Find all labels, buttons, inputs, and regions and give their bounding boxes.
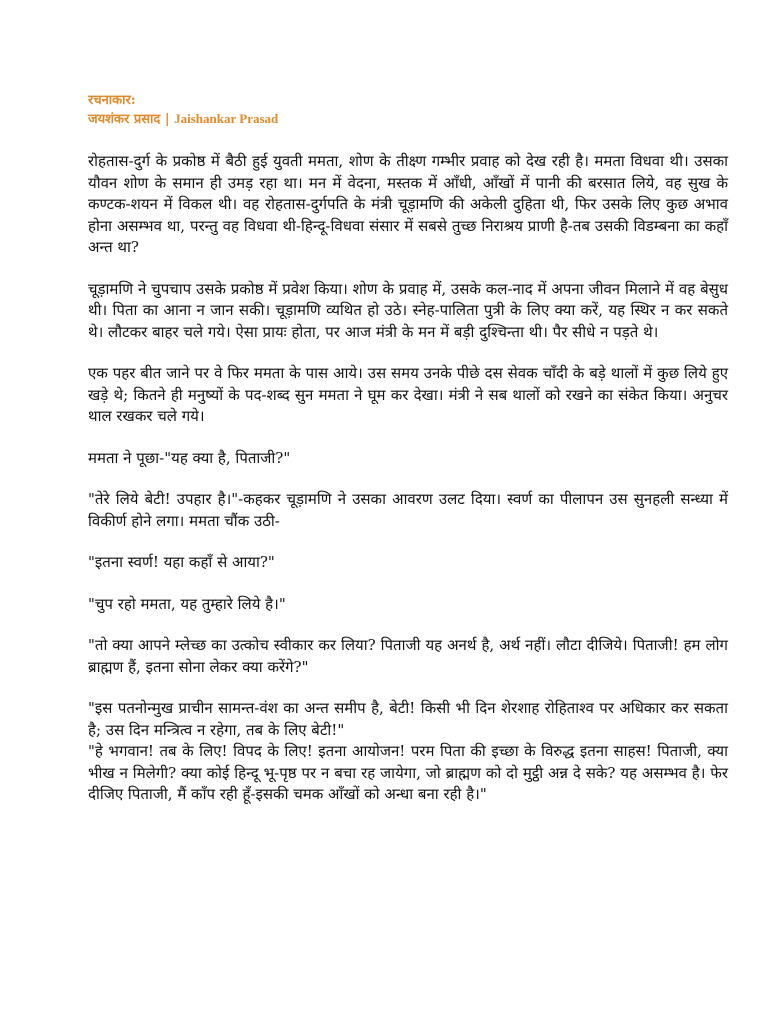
paragraph-7: "चुप रहो ममता, यह तुम्हारे लिये है।" — [88, 594, 286, 613]
paragraph-6: "इतना स्वर्ण! यहा कहाँ से आया?" — [88, 553, 275, 571]
paragraph-8: "तो क्या आपने म्लेच्छ का उत्कोच स्वीकार कर लिया? पिताजी यह अनर्थ है, अर्थ नहीं। लौटा दीजिये। पिताजी! हम लोग ब्राह्मण हैं, इतना सोना लेकर क्या करेंगे?" — [88, 636, 728, 676]
paragraph-1: रोहतास-दुर्ग के प्रकोष्ठ में बैठी हुई युवती ममता, शोण के तीक्ष्ण गम्भीर प्रवाह को देख रही है। ममता विधवा थी। उसका यौवन शोण के समान ही उमड़ रहा था। मन में वेदना, मस्तक में आँधी, आँखों में पानी की बरसात लिये, वह सुख के कण्टक-शयन में विकल थी। वह रोहतास-दुर्गपति के मंत्री चूड़ामणि की अकेली दुहिता थी, फिर उसके लिए कुछ अभाव होना असम्भव था, परन्तु वह विधवा थी-हिन्दू-विधवा संसार में सबसे तुच्छ निराश्रय प्राणी है-तब उसकी विडम्बना का कहाँ अन्त था? — [88, 152, 728, 256]
paragraph-10: "हे भगवान! तब के लिए! विपद के लिए! इतना आयोजन! परम पिता की इच्छा के विरुद्ध इतना साहस! पिताजी, क्या भीख न मिलेगी? क्या कोई हिन्दू भू-पृष्ठ पर न बचा रह जायेगा, जो ब्राह्मण को दो मुट्ठी अन्न दे सके? यह असम्भव है। फेर दीजिए पिताजी, मैं काँप रही हूँ-इसकी चमक आँखों को अन्धा बना रही है।" — [88, 742, 728, 803]
paragraph-4: ममता ने पूछा-"यह क्या है, पिताजी?" — [88, 448, 291, 467]
author-name-hindi[interactable]: जयशंकर प्रसाद — [88, 112, 161, 127]
author-line — [88, 110, 728, 129]
author-label: रचनाकार: — [88, 93, 136, 108]
author-header — [88, 92, 728, 129]
paragraph-3: एक पहर बीत जाने पर वे फिर ममता के पास आये। उस समय उनके पीछे दस सेवक चाँदी के बड़े थालों में कुछ लिये हुए खड़े थे; कितने ही मनुष्यों के पद-शब्द सुन ममता ने घूम कर देखा। मंत्री ने सब थालों को रखने का संकेत किया। अनुचर थाल रखकर चले गये। — [88, 364, 728, 425]
story-text — [88, 151, 728, 806]
author-name-english[interactable]: Jaishankar Prasad — [174, 111, 279, 126]
author-separator: | — [164, 112, 170, 127]
paragraph-5: "तेरे लिये बेटी! उपहार है।"-कहकर चूड़ामणि ने उसका आवरण उलट दिया। स्वर्ण का पीलापन उस सुनहली सन्ध्या में विकीर्ण होने लगा। ममता चौंक उठी- — [88, 490, 728, 530]
paragraph-2: चूड़ामणि ने चुपचाप उसके प्रकोष्ठ में प्रवेश किया। शोण के प्रवाह में, उसके कल-नाद में अपना जीवन मिलाने में वह बेसुध थी। पिता का आना न जान सकी। चूड़ामणि व्यथित हो उठे। स्नेह-पालिता पुत्री के लिए क्या करें, यह स्थिर न कर सकते थे। लौटकर बाहर चले गये। ऐसा प्रायः होता, पर आज मंत्री के मन में बड़ी दुश्चिन्ता थी। पैर सीधे न पड़ते थे। — [88, 279, 728, 341]
paragraph-9: "इस पतनोन्मुख प्राचीन सामन्त-वंश का अन्त समीप है, बेटी! किसी भी दिन शेरशाह रोहिताश्व पर अधिकार कर सकता है; उस दिन मन्त्रित्व न रहेगा, तब के लिए बेटी!" — [88, 699, 728, 739]
